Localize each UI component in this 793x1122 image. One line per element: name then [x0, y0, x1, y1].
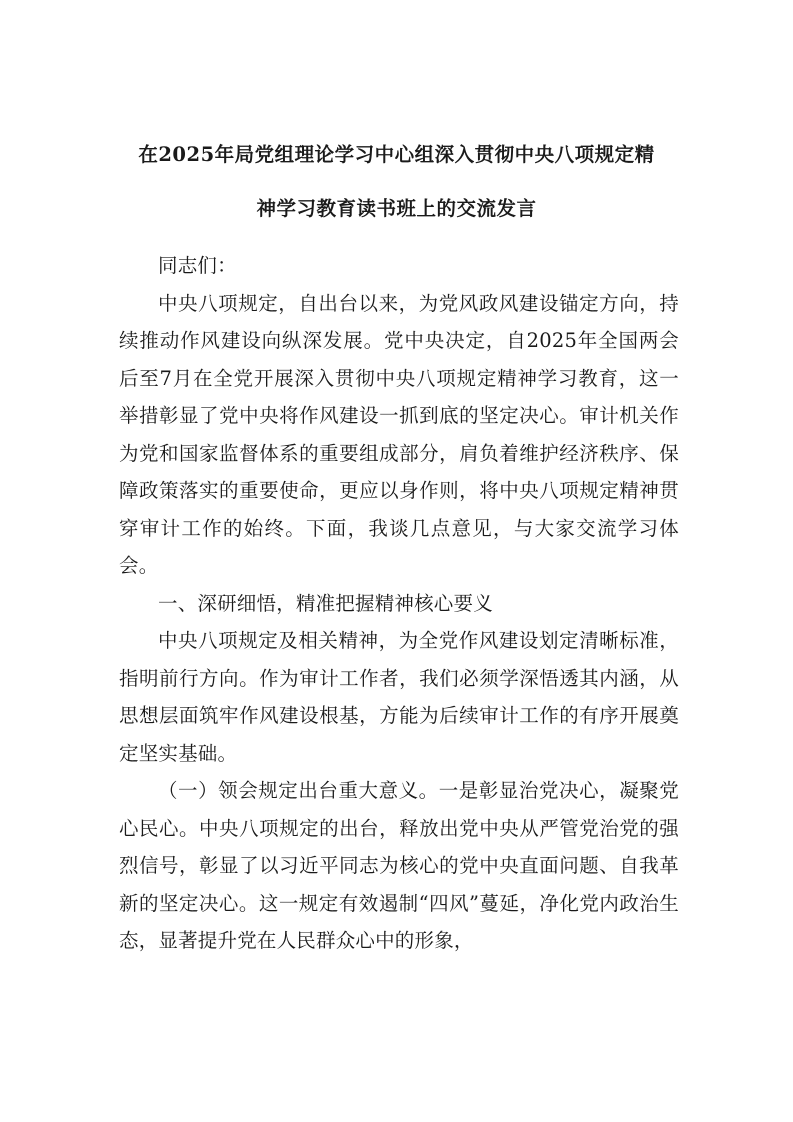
salutation: 同志们：	[158, 254, 237, 277]
paragraph-subsection-1: （一）领会规定出台重大意义。一是彰显治党决心，凝聚党心民心。中央八项规定的出台，释放出党中央从严管党治党的强烈信号，彰显了以习近平同志为核心的党中央直面问题、自我革新的坚定决心。这一规定有效遏制“四风”蔓延，净化党内政治生态，显著提升党在人民群众心中的形象，	[119, 779, 679, 952]
paragraph-intro: 中央八项规定，自出台以来，为党风政风建设锚定方向，持续推动作风建设向纵深发展。党中央决定，自2025年全国两会后至7月在全党开展深入贯彻中央八项规定精神学习教育，这一举措彰显了党中央将作风建设一抓到底的坚定决心。审计机关作为党和国家监督体系的重要组成部分，肩负着维护经济秩序、保障政策落实的重要使命，更应以身作则，将中央八项规定精神贯穿审计工作的始终。下面，我谈几点意见，与大家交流学习体会。	[119, 291, 679, 577]
title-line-1: 在2025年局党组理论学习中心组深入贯彻中央八项规定精	[138, 143, 655, 166]
section-heading-1: 一、深研细悟，精准把握精神核心要义	[158, 591, 493, 615]
document-body	[119, 247, 679, 960]
paragraph-section-1: 中央八项规定及相关精神，为全党作风建设划定清晰标准，指明前行方向。作为审计工作者，我们必须学深悟透其内涵，从思想层面筑牢作风建设根基，方能为后续审计工作的有序开展奠定坚实基础。	[119, 629, 679, 765]
title-line-2: 神学习教育读书班上的交流发言	[256, 197, 537, 220]
document-title	[110, 128, 683, 236]
